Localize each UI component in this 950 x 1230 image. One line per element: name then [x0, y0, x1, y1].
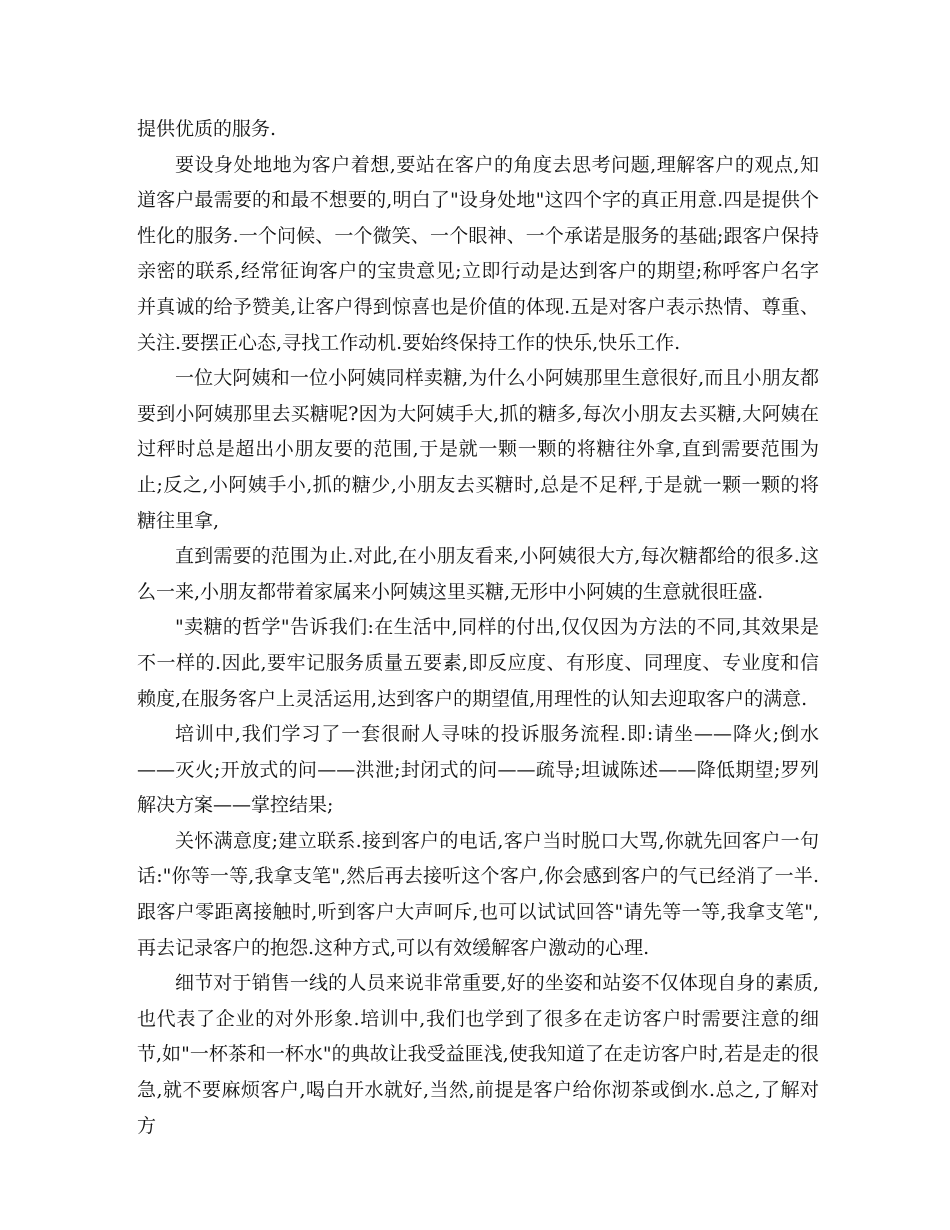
paragraph-5: "卖糖的哲学"告诉我们:在生活中,同样的付出,仅仅因为方法的不同,其效果是不一样的.因此,要牢记服务质量五要素,即反应度、有形度、同理度、专业度和信赖度,在服务客户上灵活运用,达到客户的期望值,用理性的认知去迎取客户的满意.: [137, 616, 819, 710]
paragraph-7: 关怀满意度;建立联系.接到客户的电话,客户当时脱口大骂,你就先回客户一句话:"你等一等,我拿支笔",然后再去接听这个客户,你会感到客户的气已经消了一半.跟客户零距离接触时,听到客户大声呵斥,也可以试试回答"请先等一等,我拿支笔",再去记录客户的抱怨.这种方式,可以有效缓解客户激动的心理.: [137, 829, 819, 959]
paragraph-3: 一位大阿姨和一位小阿姨同样卖糖,为什么小阿姨那里生意很好,而且小朋友都要到小阿姨那里去买糖呢?因为大阿姨手大,抓的糖多,每次小朋友去买糖,大阿姨在过秤时总是超出小朋友要的范围,于是就一颗一颗的将糖往外拿,直到需要范围为止;反之,小阿姨手小,抓的糖少,小朋友去买糖时,总是不足秤,于是就一颗一颗的将糖往里拿,: [137, 367, 819, 532]
paragraph-6: 培训中,我们学习了一套很耐人寻味的投诉服务流程.即:请坐——降火;倒水——灭火;开放式的问——洪泄;封闭式的问——疏导;坦诚陈述——降低期望;罗列解决方案——掌控结果;: [137, 723, 819, 817]
document-body: [137, 112, 819, 1144]
paragraph-2: 要设身处地地为客户着想,要站在客户的角度去思考问题,理解客户的观点,知道客户最需要的和最不想要的,明白了"设身处地"这四个字的真正用意.四是提供个性化的服务.一个问候、一个微笑、一个眼神、一个承诺是服务的基础;跟客户保持亲密的联系,经常征询客户的宝贵意见;立即行动是达到客户的期望;称呼客户名字并真诚的给予赞美,让客户得到惊喜也是价值的体现.五是对客户表示热情、尊重、关注.要摆正心态,寻找工作动机.要始终保持工作的快乐,快乐工作.: [137, 153, 819, 354]
paragraph-8: 细节对于销售一线的人员来说非常重要,好的坐姿和站姿不仅体现自身的素质,也代表了企业的对外形象.培训中,我们也学到了很多在走访客户时需要注意的细节,如"一杯茶和一杯水"的典故让我受益匪浅,使我知道了在走访客户时,若是走的很急,就不要麻烦客户,喝白开水就好,当然,前提是客户给你沏茶或倒水.总之,了解对方: [137, 972, 819, 1137]
paragraph-1: 提供优质的服务.: [137, 118, 277, 140]
paragraph-4: 直到需要的范围为止.对此,在小朋友看来,小阿姨很大方,每次糖都给的很多.这么一来,小朋友都带着家属来小阿姨这里买糖,无形中小阿姨的生意就很旺盛.: [137, 545, 819, 603]
